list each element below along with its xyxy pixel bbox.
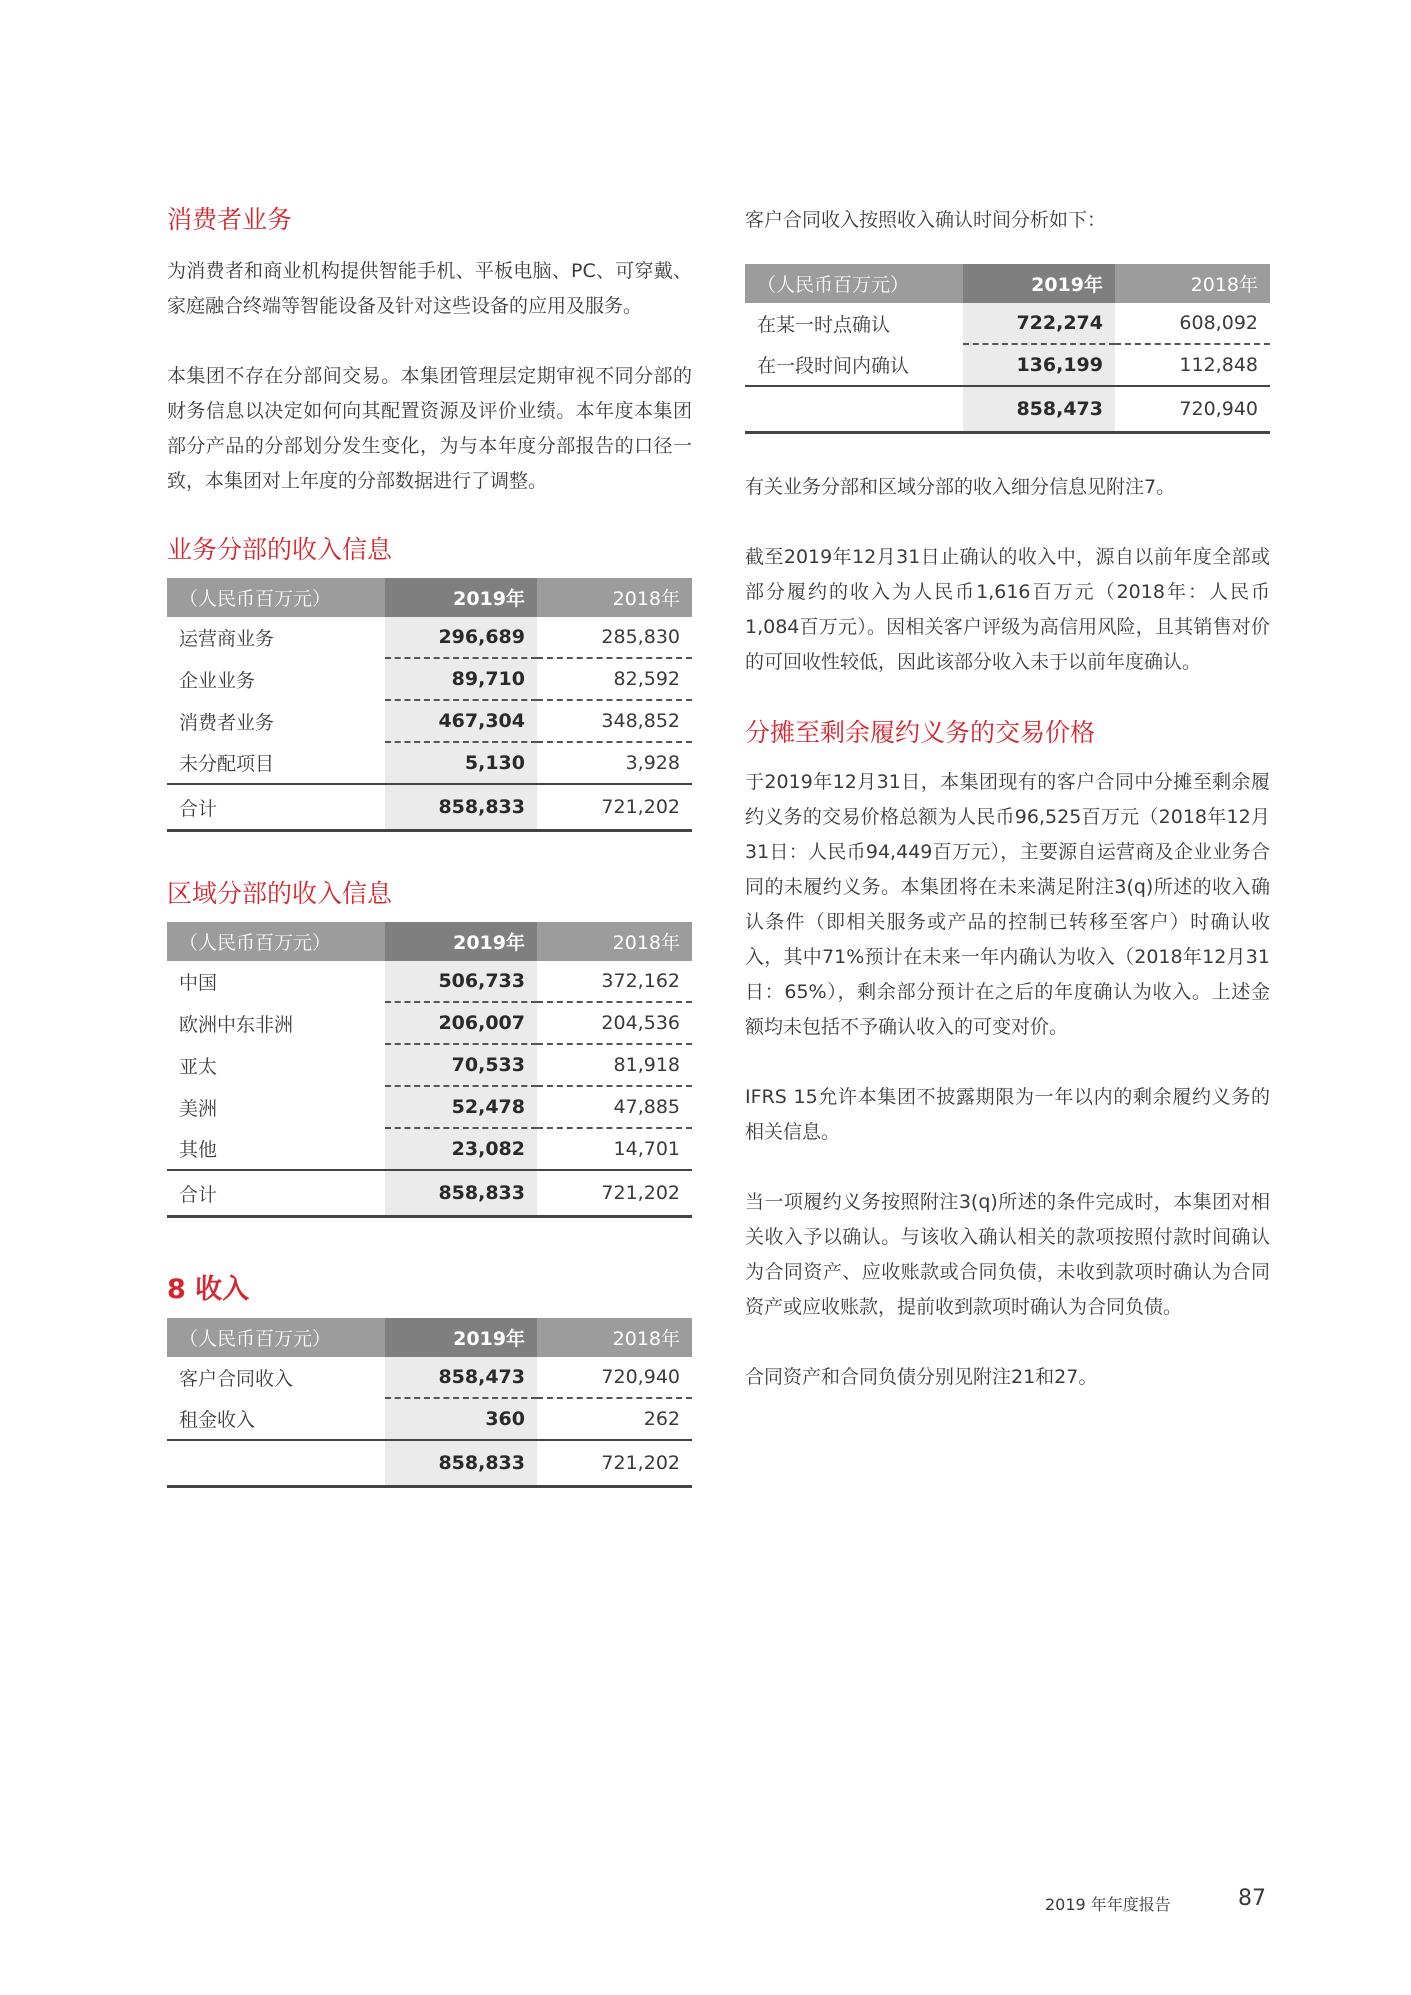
row-label: 美洲 [179,1097,218,1120]
consumer-paragraph: 为消费者和商业机构提供智能手机、平板电脑、PC、可穿戴、家庭融合终端等智能设备及针对这些设备的应用及服务。 [167,260,692,317]
revenue-table [167,1318,692,1488]
header-unit: （人民币百万元） [745,264,963,303]
header-2018: 2018年 [537,922,692,961]
total-2018: 721,202 [537,1170,692,1217]
allocation-heading: 分摊至剩余履约义务的交易价格 [745,718,1096,747]
timing-table [745,264,1270,434]
value-2018: 372,162 [601,970,680,992]
region-segment-table [167,922,692,1218]
header-2019: 2019年 [963,264,1115,303]
value-2019: 5,130 [385,742,537,784]
right-column [745,202,1270,1395]
value-2019: 23,082 [385,1128,537,1170]
value-2019: 858,473 [385,1357,537,1398]
value-2018: 112,848 [1115,344,1270,386]
segment-paragraph: 本集团不存在分部间交易。本集团管理层定期审视不同分部的财务信息以决定如何向其配置资源及评价业绩。本年度本集团部分产品的分部划分发生变化，为与本年度分部报告的口径一致，本集团对上年度的分部数据进行了调整。 [167,365,692,492]
header-unit: （人民币百万元） [167,1318,385,1357]
business-segment-table [167,578,692,832]
value-2018: 47,885 [537,1086,692,1128]
value-2018: 81,918 [537,1044,692,1086]
total-label [745,386,963,433]
ifrs-paragraph: IFRS 15允许本集团不披露期限为一年以内的剩余履约义务的相关信息。 [745,1086,1270,1143]
prior-period-paragraph: 截至2019年12月31日止确认的收入中，源自以前年度全部或部分履约的收入为人民币1,616百万元（2018年：人民币1,084百万元）。因相关客户评级为高信用风险，且其销售对价的可回收性较低，因此该部分收入未于以前年度确认。 [745,546,1270,673]
row-label: 其他 [179,1139,218,1161]
recognition-paragraph: 当一项履约义务按照附注3(q)所述的条件完成时，本集团对相关收入予以确认。与该收入确认相关的款项按照付款时间确认为合同资产、应收账款或合同负债，未收到款项时确认为合同资产或应收账款，提前收到款项时确认为合同负债。 [745,1191,1270,1318]
value-2019: 360 [385,1398,537,1440]
row-label: 租金收入 [179,1409,256,1431]
value-2018: 14,701 [537,1128,692,1170]
row-label: 欧洲中东非洲 [179,1013,294,1036]
row-label: 中国 [179,972,218,994]
business-segment-heading: 业务分部的收入信息 [167,535,393,564]
header-2019: 2019年 [385,578,537,617]
value-2019: 722,274 [963,303,1115,344]
value-2018: 3,928 [537,742,692,784]
total-label [167,1440,385,1487]
row-label: 未分配项目 [179,753,275,775]
header-unit: （人民币百万元） [167,922,385,961]
total-2018: 720,940 [1115,386,1270,433]
table-row [167,700,692,742]
value-2019: 136,199 [963,344,1115,386]
revenue-section-heading: 8 收入 [167,1274,250,1305]
table-total-row [167,1440,692,1487]
table-row [167,1086,692,1128]
table-total-row [167,784,692,831]
table-total-row [745,386,1270,433]
total-2019: 858,833 [385,1440,537,1487]
footer-report-title: 2019 年年度报告 [1045,1895,1171,1914]
contract-notes-paragraph: 合同资产和合同负债分别见附注21和27。 [745,1366,1098,1388]
value-2019: 296,689 [385,617,537,658]
total-2019: 858,473 [963,386,1115,433]
total-2019: 858,833 [385,1170,537,1217]
left-column [167,202,692,1488]
total-2018: 721,202 [537,1440,692,1487]
segment-note-paragraph: 有关业务分部和区域分部的收入细分信息见附注7。 [745,476,1176,498]
row-label: 在某一时点确认 [757,314,891,336]
table-row [167,961,692,1002]
table-row [167,1128,692,1170]
row-label: 客户合同收入 [179,1368,294,1390]
row-label: 运营商业务 [179,628,275,650]
value-2019: 206,007 [385,1002,537,1044]
table-row [167,1002,692,1044]
row-label: 企业业务 [179,669,256,692]
row-label: 消费者业务 [179,711,275,734]
timing-intro: 客户合同收入按照收入确认时间分析如下： [745,209,1107,231]
row-label: 在一段时间内确认 [757,355,910,377]
table-row [167,1398,692,1440]
value-2018: 720,940 [601,1366,680,1388]
table-header [745,264,1270,303]
value-2018: 204,536 [537,1002,692,1044]
table-row [745,303,1270,344]
value-2018: 608,092 [1179,312,1258,334]
total-2018: 721,202 [537,784,692,831]
value-2019: 467,304 [385,700,537,742]
table-row [167,617,692,658]
value-2018: 285,830 [601,626,680,648]
footer-page-number: 87 [1238,1886,1266,1911]
header-2019: 2019年 [385,922,537,961]
table-row [745,344,1270,386]
table-row [167,1044,692,1086]
total-label: 合计 [167,784,385,831]
value-2018: 82,592 [537,658,692,700]
header-unit: （人民币百万元） [167,578,385,617]
consumer-heading: 消费者业务 [167,205,293,234]
table-row [167,1357,692,1398]
table-total-row [167,1170,692,1217]
header-2018: 2018年 [1115,264,1270,303]
value-2019: 70,533 [385,1044,537,1086]
table-header [167,578,692,617]
table-row [167,658,692,700]
table-row [167,742,692,784]
value-2019: 52,478 [385,1086,537,1128]
header-2018: 2018年 [537,1318,692,1357]
value-2018: 262 [537,1398,692,1440]
table-header [167,1318,692,1357]
total-2019: 858,833 [385,784,537,831]
value-2019: 89,710 [385,658,537,700]
value-2018: 348,852 [537,700,692,742]
region-segment-heading: 区域分部的收入信息 [167,879,393,908]
allocation-paragraph: 于2019年12月31日，本集团现有的客户合同中分摊至剩余履约义务的交易价格总额为人民币96,525百万元（2018年12月31日：人民币94,449百万元），主要源自运营商及企业业务合同的未履约义务。本集团将在未来满足附注3(q)所述的收入确认条件（即相关服务或产品的控制已转移至客户）时确认收入，其中71%预计在未来一年内确认为收入（2018年12月31日：65%），剩余部分预计在之后的年度确认为收入。上述金额均未包括不予确认收入的可变对价。 [745,771,1270,1038]
header-2019: 2019年 [385,1318,537,1357]
value-2019: 506,733 [385,961,537,1002]
header-2018: 2018年 [537,578,692,617]
table-header [167,922,692,961]
total-label: 合计 [167,1170,385,1217]
row-label: 亚太 [179,1055,218,1078]
